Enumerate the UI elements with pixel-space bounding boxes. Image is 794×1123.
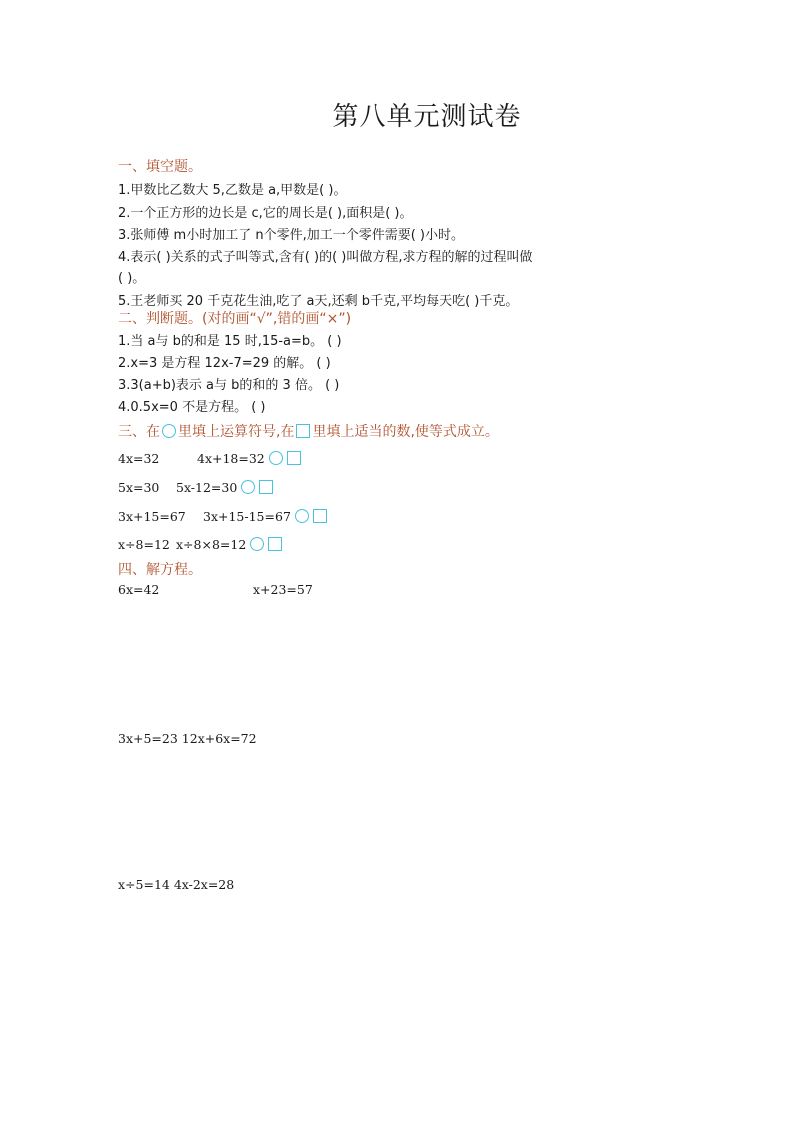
fill-row-1-equation: 4x+18=32	[197, 451, 265, 466]
operator-blank-circle-icon[interactable]	[295, 509, 309, 523]
operator-blank-circle-icon[interactable]	[250, 537, 264, 551]
fill-question-3: 3.张师傅 m小时加工了 n个零件,加工一个零件需要( )小时。	[118, 228, 464, 243]
page-title: 第八单元测试卷	[332, 102, 522, 132]
operator-blank-circle-icon[interactable]	[241, 480, 255, 494]
judge-question-4: 4.0.5x=0 不是方程。 ( )	[118, 400, 266, 415]
fill-row-4-equation: x÷8×8=12	[176, 537, 247, 552]
number-blank-square-icon[interactable]	[287, 451, 301, 465]
operator-blank-circle-icon[interactable]	[269, 451, 283, 465]
section-3-heading-part3: 里填上适当的数,使等式成立。	[312, 424, 499, 440]
fill-question-2: 2.一个正方形的边长是 c,它的周长是( ),面积是( )。	[118, 206, 413, 221]
fill-row-3-right	[203, 509, 329, 524]
fill-row-1-right	[197, 451, 303, 466]
solve-equation-2: x+23=57	[253, 582, 313, 597]
judge-question-3: 3.3(a+b)表示 a与 b的和的 3 倍。 ( )	[118, 378, 340, 393]
fill-row-2-left: 5x=30	[118, 480, 160, 495]
fill-row-1-left: 4x=32	[118, 451, 160, 466]
solve-equations-row-3: x÷5=14 4x-2x=28	[118, 877, 235, 892]
fill-row-3-left: 3x+15=67	[118, 509, 186, 524]
section-4-heading: 四、解方程。	[118, 562, 202, 578]
fill-question-4: 4.表示( )关系的式子叫等式,含有( )的( )叫做方程,求方程的解的过程叫做	[118, 250, 533, 265]
fill-row-4-right	[176, 537, 284, 552]
solve-equation-1: 6x=42	[118, 582, 160, 597]
number-blank-square-icon[interactable]	[259, 480, 273, 494]
section-2-heading: 二、判断题。(对的画“√”,错的画“×”)	[118, 311, 352, 327]
number-blank-square-icon[interactable]	[313, 509, 327, 523]
fill-row-4-left: x÷8=12	[118, 537, 170, 552]
judge-question-2: 2.x=3 是方程 12x-7=29 的解。 ( )	[118, 356, 331, 371]
fill-question-5: 5.王老师买 20 千克花生油,吃了 a天,还剩 b千克,平均每天吃( )千克。	[118, 294, 519, 309]
solve-equations-row-2: 3x+5=23 12x+6x=72	[118, 731, 257, 746]
circle-icon	[162, 424, 176, 438]
section-3-heading	[118, 421, 499, 441]
fill-question-1: 1.甲数比乙数大 5,乙数是 a,甲数是( )。	[118, 183, 347, 198]
section-3-heading-part1: 三、在	[118, 424, 160, 440]
judge-question-1: 1.当 a与 b的和是 15 时,15-a=b。 ( )	[118, 334, 342, 349]
fill-row-2-equation: 5x-12=30	[176, 480, 238, 495]
section-3-heading-part2: 里填上运算符号,在	[178, 424, 295, 440]
fill-row-3-equation: 3x+15-15=67	[203, 509, 291, 524]
number-blank-square-icon[interactable]	[268, 537, 282, 551]
fill-row-2-right	[176, 480, 275, 495]
fill-question-4-continued: ( )。	[118, 271, 146, 286]
section-1-heading: 一、填空题。	[118, 159, 202, 175]
square-icon	[296, 424, 310, 438]
